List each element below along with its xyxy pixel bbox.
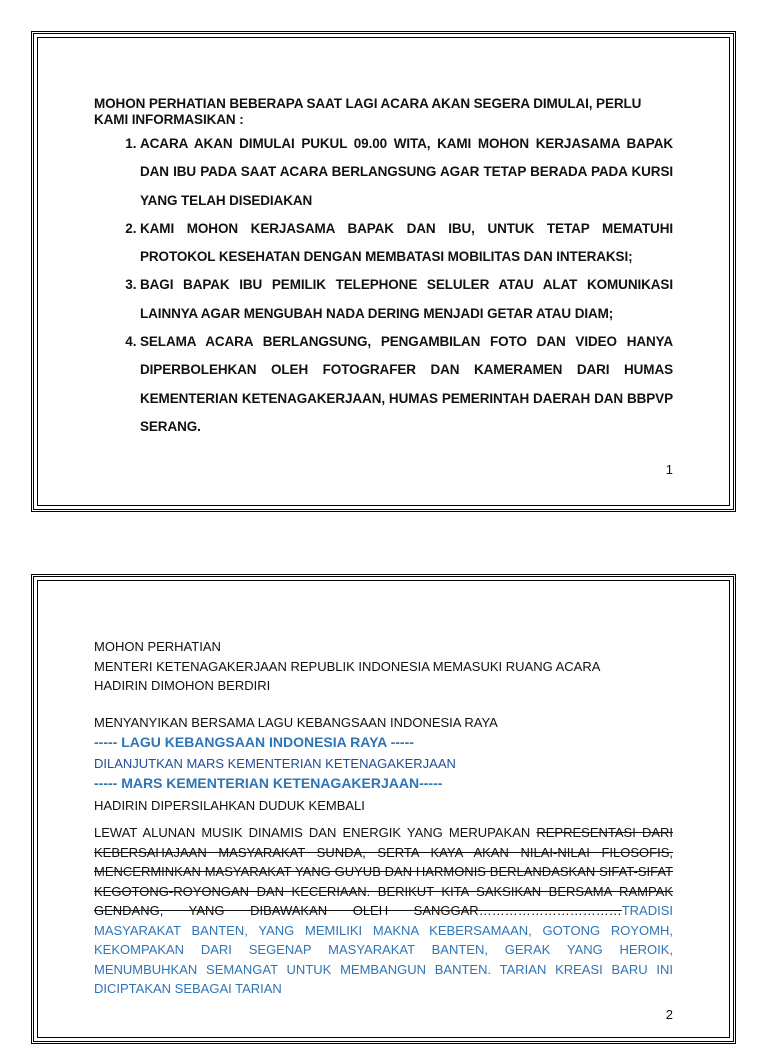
attention-line: MOHON PERHATIAN xyxy=(94,639,221,654)
document-page-1 xyxy=(31,31,736,512)
document-page-2 xyxy=(31,574,736,1044)
mars-heading: ----- MARS KEMENTERIAN KETENAGAKERJAAN----- xyxy=(94,774,443,791)
paragraph-blue-text: TRADISI MASYARAKAT BANTEN, YANG MEMILIKI MAKNA KEBERSAMAAN, GOTONG ROYOMH, KEKOMPAKAN DARI SEGENAP MASYARAKAT BANTEN, GERAK YANG HEROIK, MENUMBUHKAN SEMANGAT UNTUK MEMBANGUN BANTEN. TARIAN KREASI BARU INI DICIPTAKAN SEBAGAI TARIAN xyxy=(94,903,673,996)
list-item: 3. BAGI BAPAK IBU PEMILIK TELEPHONE SELULER ATAU ALAT KOMUNIKASI LAINNYA AGAR MENGUBAH NADA DERING MENJADI GETAR ATAU DIAM; xyxy=(140,271,673,328)
paragraph-struck-text: REPRESENTASI DARI KEBERSAHAJAAN MASYARAKAT SUNDA, SERTA KAYA AKAN NILAI-NILAI FILOSOFIS, MENCERMINKAN MASYARAKAT YANG GUYUB DAN HARMONIS BERLANDASKAN SIFAT-SIFAT KEGOTONG-ROYONGAN DAN KECERIAAN. BERIKUT KITA SAKSIKAN BERSAMA RAMPAK GENDANG, YANG DIBAWAKAN OLEH SANGGAR…………………………… xyxy=(94,825,673,918)
page1-info-list xyxy=(94,130,673,441)
list-item: 1. ACARA AKAN DIMULAI PUKUL 09.00 WITA, KAMI MOHON KERJASAMA BAPAK DAN IBU PADA SAAT ACARA BERLANGSUNG AGAR TETAP BERADA PADA KURSI YANG TELAH DISEDIAKAN xyxy=(140,130,673,215)
minister-entering-line: MENTERI KETENAGAKERJAAN REPUBLIK INDONESIA MEMASUKI RUANG ACARA xyxy=(94,658,601,674)
please-stand-line: HADIRIN DIMOHON BERDIRI xyxy=(94,678,271,693)
page1-intro: MOHON PERHATIAN BEBERAPA SAAT LAGI ACARA AKAN SEGERA DIMULAI, PERLU KAMI INFORMASIKAN : xyxy=(94,96,642,127)
page2-opening xyxy=(94,637,673,696)
mars-intro-line: DILANJUTKAN MARS KEMENTERIAN KETENAGAKERJAAN xyxy=(94,756,456,771)
anthem-section xyxy=(94,713,673,816)
anthem-heading: ----- LAGU KEBANGSAAN INDONESIA RAYA ----- xyxy=(94,733,414,750)
list-item: 4. SELAMA ACARA BERLANGSUNG, PENGAMBILAN FOTO DAN VIDEO HANYA DIPERBOLEHKAN OLEH FOTOGRAFER DAN KAMERAMEN DARI HUMAS KEMENTERIAN KETENAGAKERJAAN, HUMAS PEMERINTAH DAERAH DAN BBPVP SERANG. xyxy=(140,328,673,441)
anthem-intro-line: MENYANYIKAN BERSAMA LAGU KEBANGSAAN INDONESIA RAYA xyxy=(94,715,498,730)
page-number: 2 xyxy=(665,1007,673,1022)
paragraph-plain-text: LEWAT ALUNAN MUSIK DINAMIS DAN ENERGIK YANG MERUPAKAN xyxy=(94,825,537,840)
list-item: 2. KAMI MOHON KERJASAMA BAPAK DAN IBU, UNTUK TETAP MEMATUHI PROTOKOL KESEHATAN DENGAN MEMBATASI MOBILITAS DAN INTERAKSI; xyxy=(140,215,673,272)
performance-paragraph xyxy=(94,823,673,999)
sit-down-line: HADIRIN DIPERSILAHKAN DUDUK KEMBALI xyxy=(94,798,365,813)
page-number: 1 xyxy=(665,462,673,477)
